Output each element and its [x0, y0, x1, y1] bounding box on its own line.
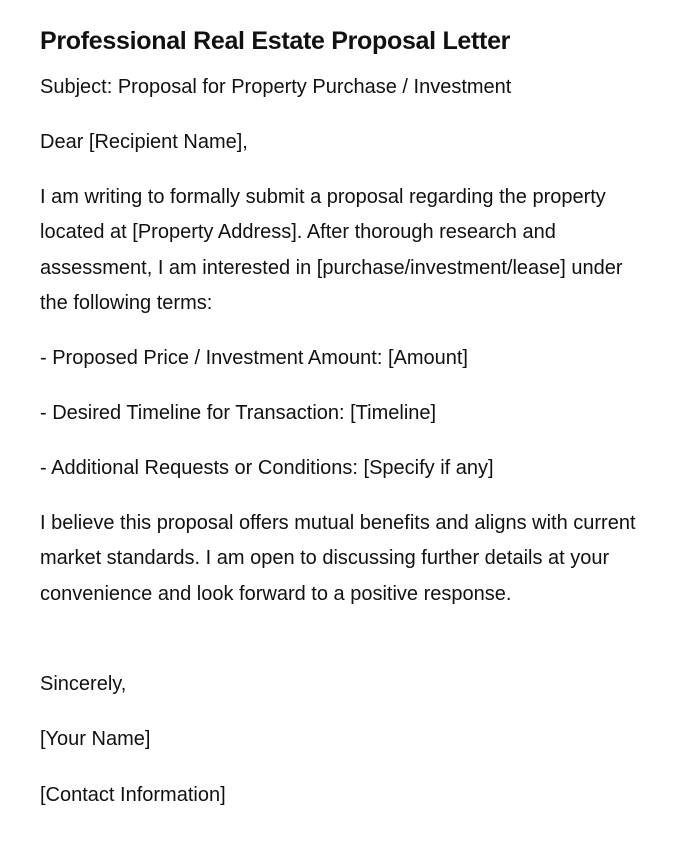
letter-term-timeline: - Desired Timeline for Transaction: [Timeline]: [40, 402, 437, 424]
letter-sender-name: [Your Name]: [40, 728, 151, 750]
letter-greeting: Dear [Recipient Name],: [40, 131, 248, 153]
letter-closing-paragraph: I believe this proposal offers mutual benefits and aligns with current market standards. I am open to discussing further details at your convenience and look forward to a positive response.: [40, 512, 636, 605]
letter-subject: Subject: Proposal for Property Purchase / Investment: [40, 76, 512, 98]
letter-title: Professional Real Estate Proposal Letter: [40, 27, 511, 55]
letter-term-conditions: - Additional Requests or Conditions: [Specify if any]: [40, 457, 494, 479]
letter-term-price: - Proposed Price / Investment Amount: [Amount]: [40, 347, 468, 369]
letter-sender-contact: [Contact Information]: [40, 784, 226, 806]
letter-intro-paragraph: I am writing to formally submit a proposal regarding the property located at [Property Address]. After thorough research and assessment, I am interested in [purchase/investment/lease] under the following terms:: [40, 186, 623, 314]
letter-sign-off: Sincerely,: [40, 673, 127, 695]
